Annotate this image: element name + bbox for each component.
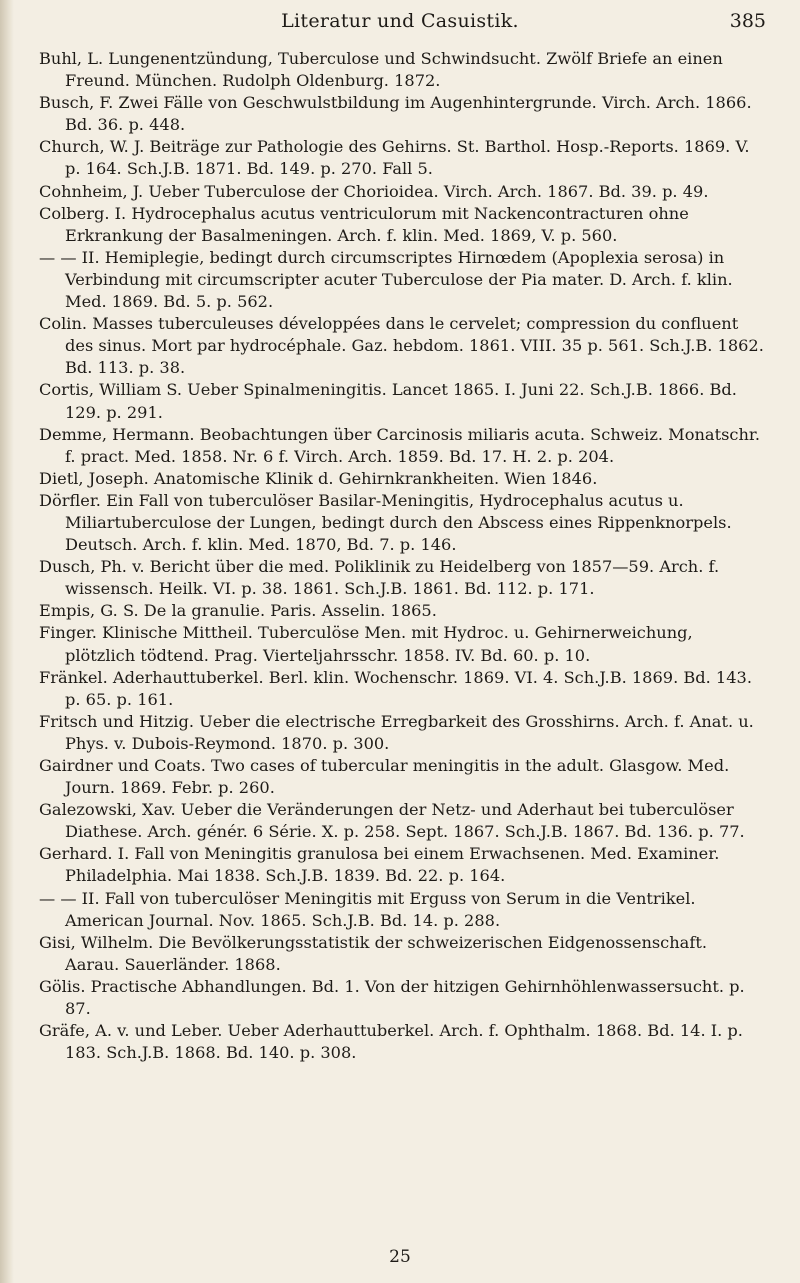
bibliography-entry: Gairdner und Coats. Two cases of tubercular meningitis in the adult. Glasgow. Med. Journ. 1869. Febr. p. 260. xyxy=(39,756,730,798)
bibliography-entry: Fritsch und Hitzig. Ueber die electrische Erregbarkeit des Grosshirns. Arch. f. Anat. u. Phys. v. Dubois-Reymond. 1870. p. 300. xyxy=(39,711,754,753)
bibliography-entry: Colin. Masses tuberculeuses développées dans le cervelet; compression du confluent des sinus. Mort par hydrocéphale. Gaz. hebdom. 1861. VIII. 35 p. 561. Sch.J.B. 1862. Bd. 113. p. 38. xyxy=(39,314,764,378)
bibliography-entry: — — II. Fall von tuberculöser Meningitis mit Erguss von Serum in die Ventrikel. American Journal. Nov. 1865. Sch.J.B. Bd. 14. p. 288. xyxy=(39,888,696,930)
bibliography-entry: Busch, F. Zwei Fälle von Geschwulstbildung im Augenhintergrunde. Virch. Arch. 1866. Bd. 36. p. 448. xyxy=(39,93,752,135)
bibliography-entry: Dörfler. Ein Fall von tuberculöser Basilar-Meningitis, Hydrocephalus acutus u. Miliartuberculose der Lungen, bedingt durch den Abscess eines Rippenknorpels. Deutsch. Arch. f. klin. Med. 1870, Bd. 7. p. 146. xyxy=(39,490,732,555)
bibliography-entry: Gerhard. I. Fall von Meningitis granulosa bei einem Erwachsenen. Med. Examiner. Philadelphia. Mai 1838. Sch.J.B. 1839. Bd. 22. p. 164. xyxy=(39,844,720,886)
bibliography-entry: Dusch, Ph. v. Bericht über die med. Poliklinik zu Heidelberg von 1857—59. Arch. f. wissensch. Heilk. VI. p. 38. 1861. Sch.J.B. 1861. Bd. 112. p. 171. xyxy=(39,557,720,599)
bibliography-entry: Cohnheim, J. Ueber Tuberculose der Chorioidea. Virch. Arch. 1867. Bd. 39. p. 49. xyxy=(39,181,709,201)
bibliography-entry: Finger. Klinische Mittheil. Tuberculöse Men. mit Hydroc. u. Gehirnerweichung, plötzlich tödtend. Prag. Vierteljahrsschr. 1858. IV. Bd. 60. p. 10. xyxy=(39,623,693,665)
bibliography-entry: Buhl, L. Lungenentzündung, Tuberculose und Schwindsucht. Zwölf Briefe an einen Freund. München. Rudolph Oldenburg. 1872. xyxy=(39,49,723,91)
page-header xyxy=(0,10,800,36)
bibliography-entry: Empis, G. S. De la granulie. Paris. Asselin. 1865. xyxy=(39,601,437,621)
bibliography-entry: Demme, Hermann. Beobachtungen über Carcinosis miliaris acuta. Schweiz. Monatschr. f. pract. Med. 1858. Nr. 6 f. Virch. Arch. 1859. Bd. 17. H. 2. p. 204. xyxy=(39,424,760,466)
bibliography-entry: Fränkel. Aderhauttuberkel. Berl. klin. Wochenschr. 1869. VI. 4. Sch.J.B. 1869. Bd. 143. p. 65. p. 161. xyxy=(39,667,752,709)
page-number: 385 xyxy=(729,10,766,32)
bibliography-entry: — — II. Hemiplegie, bedingt durch circumscriptes Hirnœdem (Apoplexia serosa) in Verbindung mit circumscripter acuter Tuberculose der Pia mater. D. Arch. f. klin. Med. 1869. Bd. 5. p. 562. xyxy=(39,247,733,312)
bibliography-entry: Dietl, Joseph. Anatomische Klinik d. Gehirnkrankheiten. Wien 1846. xyxy=(39,468,598,488)
bibliography-entry: Church, W. J. Beiträge zur Pathologie des Gehirns. St. Barthol. Hosp.-Reports. 1869. V. p. 164. Sch.J.B. 1871. Bd. 149. p. 270. Fall 5. xyxy=(39,137,750,179)
bibliography-entry: Gisi, Wilhelm. Die Bevölkerungsstatistik der schweizerischen Eidgenossenschaft. Aarau. Sauerländer. 1868. xyxy=(39,932,707,974)
bibliography-entry: Galezowski, Xav. Ueber die Veränderungen der Netz- und Aderhaut bei tuberculöser Diathese. Arch. génér. 6 Série. X. p. 258. Sept. 1867. Sch.J.B. 1867. Bd. 136. p. 77. xyxy=(39,800,745,842)
bibliography-entry: Cortis, William S. Ueber Spinalmeningitis. Lancet 1865. I. Juni 22. Sch.J.B. 1866. Bd. 129. p. 291. xyxy=(39,380,737,422)
running-title: Literatur und Casuistik. xyxy=(281,10,519,32)
bibliography-entry: Colberg. I. Hydrocephalus acutus ventriculorum mit Nackencontracturen ohne Erkrankung der Basalmeningen. Arch. f. klin. Med. 1869, V. p. 560. xyxy=(39,203,689,245)
page-spine-shadow xyxy=(0,0,14,1283)
bibliography-entry: Gölis. Practische Abhandlungen. Bd. 1. Von der hitzigen Gehirnhöhlenwassersucht. p. 87. xyxy=(39,976,745,1019)
bibliography-entry: Gräfe, A. v. und Leber. Ueber Aderhauttuberkel. Arch. f. Ophthalm. 1868. Bd. 14. I. p. 183. Sch.J.B. 1868. Bd. 140. p. 308. xyxy=(39,1021,743,1063)
printer-signature-mark: 25 xyxy=(389,1247,411,1267)
bibliography-list xyxy=(39,48,765,1064)
